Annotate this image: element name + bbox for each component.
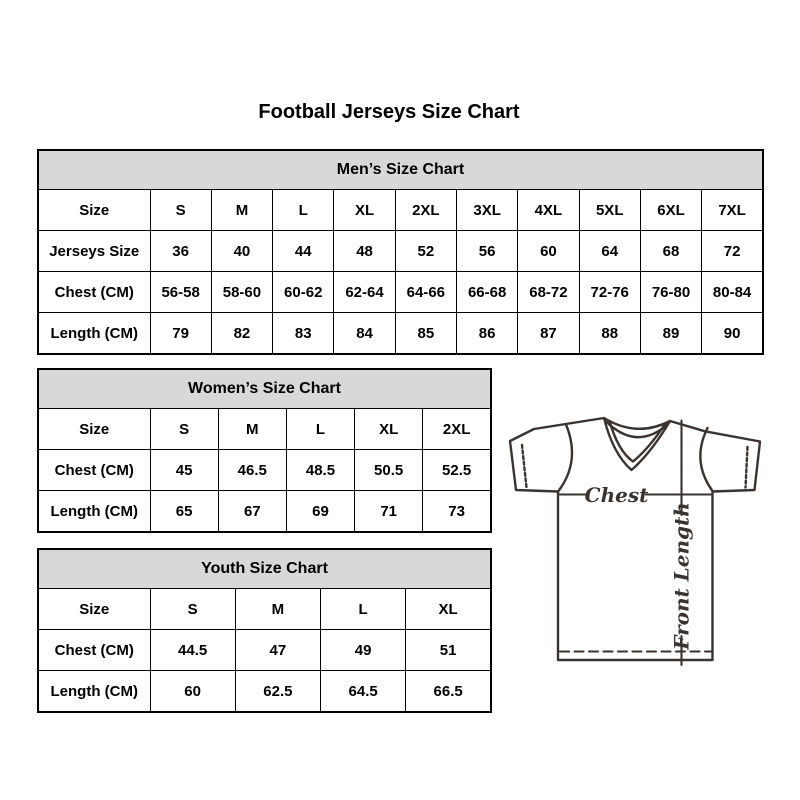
front-length-measure-label: Front Length — [669, 502, 694, 650]
value-cell: 69 — [286, 491, 354, 533]
value-cell: 65 — [150, 491, 218, 533]
value-cell: 82 — [211, 313, 272, 355]
row-label-cell: Length (CM) — [38, 491, 150, 533]
size-header-cell: XL — [334, 190, 395, 231]
value-cell: 85 — [395, 313, 456, 355]
value-cell: 48 — [334, 231, 395, 272]
table-row — [38, 491, 491, 533]
value-cell: 50.5 — [355, 450, 423, 491]
value-cell: 90 — [702, 313, 763, 355]
value-cell: 44.5 — [150, 630, 235, 671]
value-cell: 46.5 — [218, 450, 286, 491]
value-cell: 49 — [321, 630, 406, 671]
size-header-cell: 4XL — [518, 190, 579, 231]
size-header-cell: L — [273, 190, 334, 231]
value-cell: 56-58 — [150, 272, 211, 313]
value-cell: 68-72 — [518, 272, 579, 313]
value-cell: 48.5 — [286, 450, 354, 491]
value-cell: 68 — [640, 231, 701, 272]
table-row — [38, 313, 763, 355]
table-row — [38, 589, 491, 630]
row-label-cell: Size — [38, 409, 150, 450]
chest-measure-label: Chest — [584, 483, 649, 507]
value-cell: 76-80 — [640, 272, 701, 313]
table-row — [38, 450, 491, 491]
value-cell: 88 — [579, 313, 640, 355]
value-cell: 64 — [579, 231, 640, 272]
value-cell: 60-62 — [273, 272, 334, 313]
mens-size-table — [37, 149, 764, 355]
value-cell: 84 — [334, 313, 395, 355]
youth-size-table-section — [37, 548, 492, 713]
jersey-body-outline — [510, 418, 760, 660]
value-cell: 64-66 — [395, 272, 456, 313]
size-header-cell: XL — [406, 589, 491, 630]
size-header-cell: L — [286, 409, 354, 450]
value-cell: 62.5 — [235, 671, 320, 713]
row-label-cell: Size — [38, 589, 150, 630]
womens-table-title: Women’s Size Chart — [38, 369, 491, 409]
value-cell: 72-76 — [579, 272, 640, 313]
value-cell: 45 — [150, 450, 218, 491]
value-cell: 83 — [273, 313, 334, 355]
value-cell: 86 — [456, 313, 517, 355]
row-label-cell: Chest (CM) — [38, 630, 150, 671]
size-header-cell: M — [235, 589, 320, 630]
value-cell: 66.5 — [406, 671, 491, 713]
value-cell: 62-64 — [334, 272, 395, 313]
size-header-cell: 6XL — [640, 190, 701, 231]
womens-size-table-section — [37, 368, 492, 533]
value-cell: 73 — [423, 491, 491, 533]
size-header-cell: XL — [355, 409, 423, 450]
size-header-cell: 3XL — [456, 190, 517, 231]
value-cell: 60 — [150, 671, 235, 713]
size-header-cell: 7XL — [702, 190, 763, 231]
value-cell: 64.5 — [321, 671, 406, 713]
value-cell: 40 — [211, 231, 272, 272]
jersey-measurement-diagram — [500, 408, 770, 670]
row-label-cell: Chest (CM) — [38, 450, 150, 491]
row-label-cell: Length (CM) — [38, 671, 150, 713]
value-cell: 51 — [406, 630, 491, 671]
value-cell: 52.5 — [423, 450, 491, 491]
mens-table-title: Men’s Size Chart — [38, 150, 763, 190]
value-cell: 60 — [518, 231, 579, 272]
youth-table-title: Youth Size Chart — [38, 549, 491, 589]
value-cell: 71 — [355, 491, 423, 533]
youth-size-table — [37, 548, 492, 713]
size-header-cell: 5XL — [579, 190, 640, 231]
table-title-row — [38, 150, 763, 190]
value-cell: 89 — [640, 313, 701, 355]
table-row — [38, 190, 763, 231]
row-label-cell: Size — [38, 190, 150, 231]
size-header-cell: M — [218, 409, 286, 450]
value-cell: 66-68 — [456, 272, 517, 313]
womens-size-table — [37, 368, 492, 533]
size-header-cell: 2XL — [423, 409, 491, 450]
size-header-cell: S — [150, 589, 235, 630]
table-row — [38, 671, 491, 713]
value-cell: 80-84 — [702, 272, 763, 313]
table-row — [38, 272, 763, 313]
table-row — [38, 231, 763, 272]
value-cell: 67 — [218, 491, 286, 533]
size-header-cell: 2XL — [395, 190, 456, 231]
table-row — [38, 630, 491, 671]
value-cell: 87 — [518, 313, 579, 355]
value-cell: 56 — [456, 231, 517, 272]
row-label-cell: Jerseys Size — [38, 231, 150, 272]
row-label-cell: Chest (CM) — [38, 272, 150, 313]
value-cell: 44 — [273, 231, 334, 272]
jersey-diagram-svg — [500, 408, 770, 670]
page-title: Football Jerseys Size Chart — [258, 101, 520, 123]
row-label-cell: Length (CM) — [38, 313, 150, 355]
size-header-cell: L — [321, 589, 406, 630]
value-cell: 58-60 — [211, 272, 272, 313]
size-header-cell: S — [150, 409, 218, 450]
table-title-row — [38, 549, 491, 589]
value-cell: 52 — [395, 231, 456, 272]
size-header-cell: S — [150, 190, 211, 231]
value-cell: 79 — [150, 313, 211, 355]
mens-size-table-section — [37, 149, 764, 355]
value-cell: 47 — [235, 630, 320, 671]
table-title-row — [38, 369, 491, 409]
size-header-cell: M — [211, 190, 272, 231]
value-cell: 72 — [702, 231, 763, 272]
value-cell: 36 — [150, 231, 211, 272]
table-row — [38, 409, 491, 450]
